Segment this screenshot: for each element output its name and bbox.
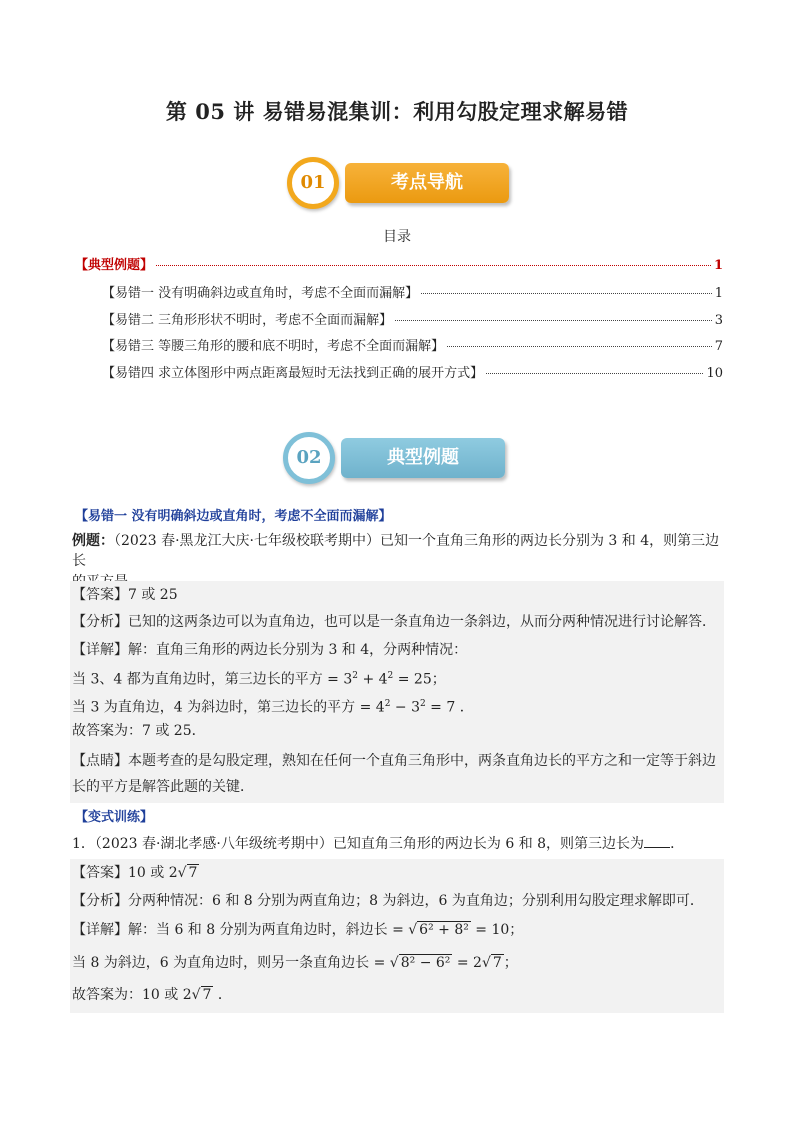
conclusion-text: 故答案为：10 或 2 xyxy=(72,987,192,1003)
toc-entry[interactable] xyxy=(102,335,723,355)
variant-heading: 【变式训练】 xyxy=(75,810,154,825)
section-badge-examples xyxy=(283,434,505,484)
analysis-text: 已知的这两条边可以为直角边，也可以是一条直角边一条斜边，从而分两种情况进行讨论解答． xyxy=(128,614,716,630)
toc-entry-label: 【易错一 没有明确斜边或直角时，考虑不全面而漏解】 xyxy=(102,286,419,301)
toc-heading: 目录 xyxy=(383,229,411,245)
comment-tag: 【点睛】 xyxy=(72,753,128,769)
sqrt-symbol: √ 6² + 8² xyxy=(408,922,469,938)
badge-number: 01 xyxy=(287,157,339,209)
toc-entry-page: 1 xyxy=(713,258,723,273)
sqrt-symbol: √ 7 xyxy=(177,865,198,881)
answer-text: 7 或 25 xyxy=(128,587,178,603)
section-badge-nav xyxy=(287,159,509,209)
sqrt-symbol: √ 7 xyxy=(481,955,502,971)
toc-entry[interactable] xyxy=(102,362,723,382)
case-2-line xyxy=(72,694,724,718)
answer-tag: 【答案】 xyxy=(72,587,128,603)
variant-case-line xyxy=(72,953,724,973)
toc-entry-label: 【易错二 三角形形状不明时，考虑不全面而漏解】 xyxy=(102,313,393,328)
answer-line xyxy=(72,585,724,605)
analysis-tag: 【分析】 xyxy=(72,614,128,630)
detail-text: 解：直角三角形的两边长分别为 3 和 4，分两种情况： xyxy=(128,642,468,658)
exponent: 2 xyxy=(419,699,426,709)
page-title: 第 05 讲 易错易混集训：利用勾股定理求解易错 xyxy=(165,99,629,124)
toc-dots xyxy=(486,373,703,374)
toc-entry-page: 7 xyxy=(714,339,723,354)
variant-answer-line xyxy=(72,863,724,883)
badge-label: 典型例题 xyxy=(341,438,505,478)
sqrt-symbol: √ 7 xyxy=(191,987,212,1003)
case-text: + 4 xyxy=(358,671,388,688)
comment-text: 本题考查的是勾股定理，熟知在任何一个直角三角形中，两条直角边长的平方之和一定等于斜边 xyxy=(128,753,716,769)
variant-analysis-line xyxy=(72,891,724,911)
radicand: 7 xyxy=(202,987,212,1003)
toc-entry-page: 3 xyxy=(714,313,723,328)
analysis-line xyxy=(72,612,724,632)
variant-question xyxy=(72,833,724,854)
case-text: = 25； xyxy=(393,671,446,688)
toc-entry-label: 【易错四 求立体图形中两点距离最短时无法找到正确的展开方式】 xyxy=(102,366,484,381)
period: ． xyxy=(670,836,685,852)
toc-entry[interactable] xyxy=(102,282,723,302)
case-text: ； xyxy=(503,955,518,971)
answer-text: 10 或 2 xyxy=(128,865,178,881)
analysis-text: 分两种情况：6 和 8 分别为两直角边；8 为斜边，6 为直角边；分别利用勾股定理求解即可． xyxy=(128,893,704,909)
detail-line xyxy=(72,640,724,660)
example-text: （2023 春·黑龙江大庆·七年级校联考期中）已知一个直角三角形的两边长分别为 3 和 4，则第三边长 xyxy=(72,533,720,569)
badge-label: 考点导航 xyxy=(345,163,509,203)
example-label: 例题： xyxy=(72,533,114,549)
case-text: = 7 ． xyxy=(425,699,474,716)
case-1-line xyxy=(72,666,724,690)
exponent: 2 xyxy=(387,671,394,681)
conclusion-text: ． xyxy=(213,987,232,1003)
comment-text-cont: 长的平方是解答此题的关键． xyxy=(72,779,254,795)
radicand: 8² − 6² xyxy=(400,955,451,971)
toc-dots xyxy=(421,293,712,294)
toc-entry-label: 【易错三 等腰三角形的腰和底不明时，考虑不全面而漏解】 xyxy=(102,339,445,354)
sqrt-symbol: √ 8² − 6² xyxy=(389,955,451,971)
badge-number: 02 xyxy=(283,432,335,484)
analysis-tag: 【分析】 xyxy=(72,893,128,909)
variant-conclusion-line xyxy=(72,985,724,1005)
toc-entry-main[interactable] xyxy=(75,254,723,274)
toc-entry-page: 10 xyxy=(706,366,723,381)
case-text: 当 3、4 都为直角边时，第三边长的平方 = 3 xyxy=(72,671,353,688)
exponent: 2 xyxy=(352,671,358,681)
toc-entry-page: 1 xyxy=(714,286,723,301)
conclusion-line: 故答案为：7 或 25． xyxy=(72,723,206,739)
toc-entry-label: 【典型例题】 xyxy=(75,258,154,273)
section-heading: 【易错一 没有明确斜边或直角时，考虑不全面而漏解】 xyxy=(75,509,392,524)
case-text: − 3 xyxy=(390,699,420,716)
toc-dots xyxy=(156,265,711,266)
toc-dots xyxy=(395,320,712,321)
detail-tag: 【详解】 xyxy=(72,922,128,938)
variant-question-text: 1．（2023 春·湖北孝感·八年级统考期中）已知直角三角形的两边长为 6 和 8，则第三边长为 xyxy=(72,836,645,852)
answer-tag: 【答案】 xyxy=(72,865,128,881)
detail-tag: 【详解】 xyxy=(72,642,128,658)
detail-text: 解：当 6 和 8 分别为两直角边时，斜边长 = xyxy=(128,922,409,938)
radicand: 7 xyxy=(492,955,502,971)
toc-entry[interactable] xyxy=(102,309,723,329)
radicand: 6² + 8² xyxy=(419,922,469,938)
case-text: = 2 xyxy=(452,955,482,971)
variant-detail-line xyxy=(72,920,724,940)
case-text: 当 3 为直角边，4 为斜边时，第三边长的平方 = 4 xyxy=(72,699,385,716)
answer-blank xyxy=(644,833,670,848)
case-text: 当 8 为斜边，6 为直角边时，则另一条直角边长 = xyxy=(72,955,390,971)
detail-text: = 10； xyxy=(470,922,524,938)
radicand: 7 xyxy=(188,865,198,881)
exponent: 2 xyxy=(384,699,391,709)
toc-dots xyxy=(447,346,712,347)
comment-line xyxy=(72,748,724,800)
